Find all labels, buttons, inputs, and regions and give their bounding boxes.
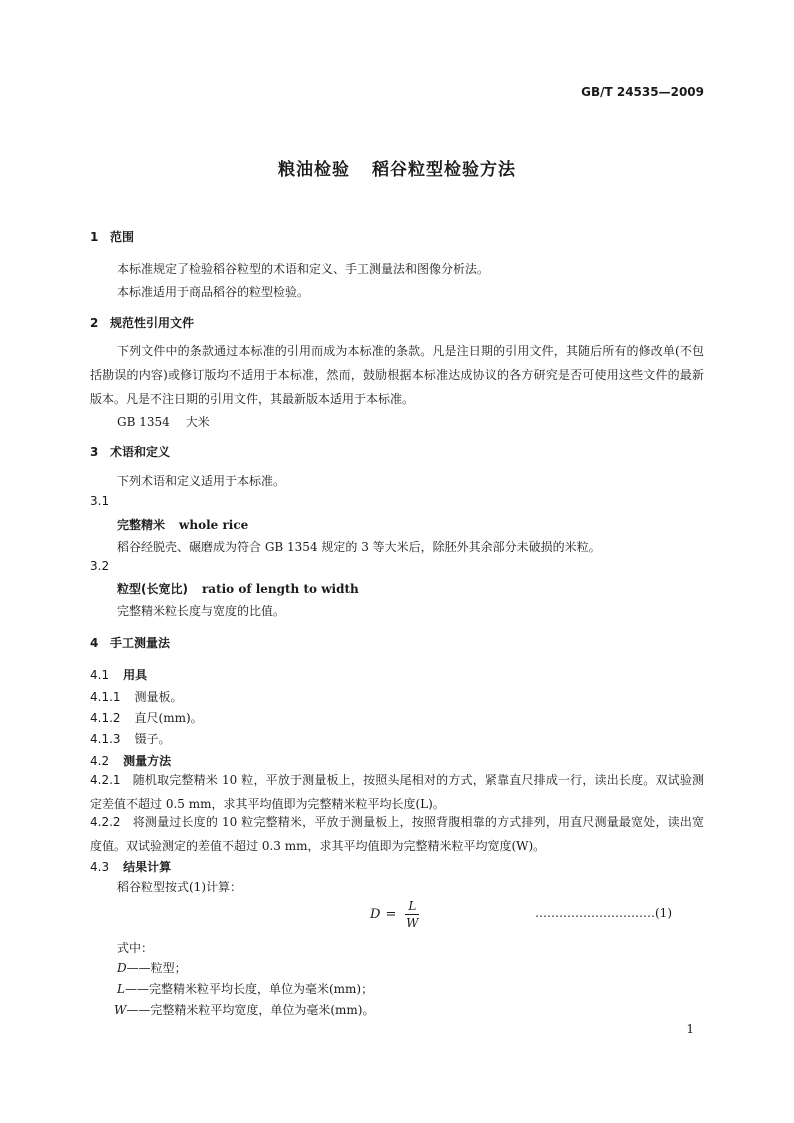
title-part2: 稻谷粒型检验方法 — [372, 160, 516, 180]
section-title: 手工测量法 — [110, 636, 171, 650]
item-text: 镊子。 — [134, 732, 171, 746]
term-grain-shape — [117, 580, 359, 597]
section-3-para-1: 下列术语和定义适用于本标准。 — [117, 474, 286, 488]
formula-lhs: D — [370, 907, 381, 922]
item-4-1-1 — [90, 688, 183, 705]
clause-title: 测量方法 — [123, 754, 172, 768]
item-text: 将测量过长度的 10 粒完整精米，平放于测量板上，按照背腹相靠的方式排列，用直尺测量最宽处，读出宽度值。双试验测定的差值不超过 0.3 mm，求其平均值即为完整精米粒平均宽度(W)。 — [90, 815, 704, 853]
variable-desc: ——完整精米粒平均长度，单位为毫米(mm)； — [124, 982, 374, 996]
variable-desc: ——粒型； — [126, 961, 187, 975]
section-title: 范围 — [110, 230, 135, 244]
formula-denominator: W — [406, 916, 419, 930]
section-1-heading — [90, 228, 134, 245]
ref-name: 大米 — [185, 415, 210, 429]
where-label: 式中： — [117, 941, 154, 955]
term-whole-rice — [117, 516, 248, 533]
page-number: 1 — [686, 1022, 694, 1036]
section-number: 1 — [90, 230, 99, 244]
term-en: whole rice — [179, 518, 249, 532]
title-part1: 粮油检验 — [278, 160, 350, 180]
item-4-1-2 — [90, 709, 203, 726]
clause-title: 用具 — [123, 668, 148, 682]
section-1-para-2: 本标准适用于商品稻谷的粒型检验。 — [117, 285, 310, 299]
item-4-2-2 — [90, 810, 704, 858]
clause-number: 4.2 — [90, 754, 110, 768]
variable-L — [117, 980, 373, 997]
variable-desc: ——完整精米粒平均宽度，单位为毫米(mm)。 — [126, 1003, 375, 1017]
fraction-bar — [405, 914, 419, 915]
term-cn: 完整精米 — [117, 518, 166, 532]
clause-3-1-number: 3.1 — [90, 494, 110, 508]
section-2-heading — [90, 314, 194, 331]
formula-number: …………………………(1) — [535, 906, 672, 920]
item-text: 随机取完整精米 10 粒，平放于测量板上，按照头尾相对的方式，紧靠直尺排成一行，读出长度。双试验测定差值不超过 0.5 mm，求其平均值即为完整精米粒平均长度(L)。 — [90, 773, 704, 811]
section-number: 4 — [90, 636, 99, 650]
item-text: 直尺(mm)。 — [134, 711, 203, 725]
clause-number: 4.3 — [90, 860, 110, 874]
section-1-para-1: 本标准规定了检验稻谷粒型的术语和定义、手工测量法和图像分析法。 — [117, 262, 490, 276]
term-cn: 粒型(长宽比) — [117, 582, 188, 596]
section-number: 2 — [90, 316, 99, 330]
clause-4-1 — [90, 666, 147, 683]
section-3-heading — [90, 443, 170, 460]
normative-reference — [117, 413, 210, 430]
item-number: 4.1.1 — [90, 690, 121, 704]
clause-4-3 — [90, 858, 171, 875]
variable-symbol: D — [117, 961, 127, 975]
term-en: ratio of length to width — [201, 582, 359, 596]
item-number: 4.1.3 — [90, 732, 121, 746]
term-grain-shape-definition: 完整精米粒长度与宽度的比值。 — [117, 604, 286, 618]
item-4-2-1 — [90, 768, 704, 816]
section-4-heading — [90, 634, 170, 651]
item-number: 4.1.2 — [90, 711, 121, 725]
item-4-1-3 — [90, 730, 171, 747]
ref-code: GB 1354 — [117, 415, 170, 429]
variable-D — [117, 959, 187, 976]
item-text: 测量板。 — [134, 690, 183, 704]
clause-3-2-number: 3.2 — [90, 559, 110, 573]
clause-number: 4.1 — [90, 668, 110, 682]
formula-1 — [370, 899, 419, 930]
section-2-para-1: 下列文件中的条款通过本标准的引用而成为本标准的条款。凡是注日期的引用文件，其随后所有的修改单(不包括勘误的内容)或修订版均不适用于本标准，然而，鼓励根据本标准达成协议的各方研究是否可使用这些文件的最新版本。凡是不注日期的引用文件，其最新版本适用于本标准。 — [90, 344, 704, 406]
clause-title: 结果计算 — [123, 860, 172, 874]
formula-intro: 稻谷粒型按式(1)计算： — [117, 880, 242, 894]
clause-4-2 — [90, 752, 171, 769]
formula-equals: = — [385, 907, 397, 922]
variable-symbol: W — [114, 1003, 127, 1017]
formula-fraction — [405, 899, 419, 930]
page-title — [0, 155, 794, 180]
formula-numerator: L — [408, 899, 417, 913]
term-whole-rice-definition: 稻谷经脱壳、碾磨成为符合 GB 1354 规定的 3 等大米后，除胚外其余部分未破损的米粒。 — [117, 540, 601, 554]
item-number: 4.2.1 — [90, 773, 121, 787]
section-title: 规范性引用文件 — [110, 316, 195, 330]
standard-number: GB/T 24535—2009 — [581, 85, 704, 99]
section-number: 3 — [90, 445, 99, 459]
variable-symbol: L — [117, 982, 125, 996]
variable-W — [114, 1001, 374, 1018]
section-title: 术语和定义 — [110, 445, 171, 459]
item-number: 4.2.2 — [90, 815, 121, 829]
